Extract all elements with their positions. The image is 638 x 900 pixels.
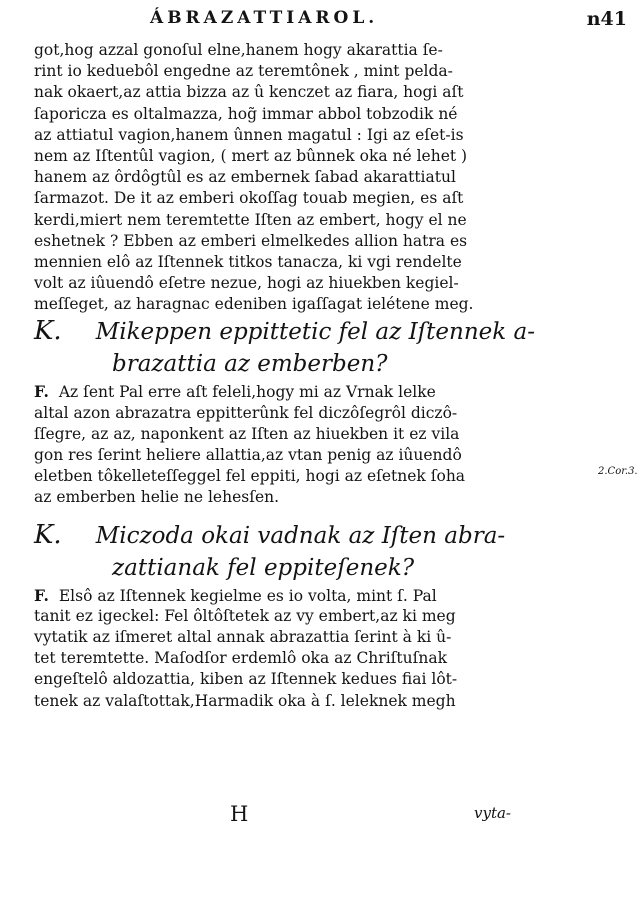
question-mark: K. <box>34 519 62 550</box>
text-line: hanem az ôrdôgtûl es az embernek ſabad akarattiatul <box>34 168 456 187</box>
question-heading <box>34 519 594 585</box>
text-line: nem az Iſtentûl vagion, ( mert az bûnnek oka né lehet ) <box>34 146 468 165</box>
page-header <box>0 6 633 36</box>
answer-text: Elsô az Iſtennek kegielme es io volta, mint ſ. Pal <box>58 586 437 605</box>
answer-mark: F. <box>34 382 49 402</box>
question-line: brazattia az emberben? <box>112 351 388 378</box>
text-block <box>34 40 594 712</box>
text-line: eletben tôkelleteſſeggel fel eppiti, hogi az eſetnek ſoha <box>34 467 466 486</box>
answer-paragraph <box>34 381 594 508</box>
text-line: mennien elô az Iſtennek titkos tanacza, ki vgi rendelte <box>34 252 462 271</box>
catchword: vyta- <box>474 804 511 822</box>
marginal-note: 2.Cor.3. <box>598 466 638 477</box>
text-line: kerdi,miert nem teremtette Iſten az embert, hogy el ne <box>34 210 467 229</box>
text-line: ſſegre, az az, naponkent az Iſten az hiuekben it ez vila <box>34 424 460 443</box>
question-heading <box>34 315 594 381</box>
text-line: tenek az valaſtottak,Harmadik oka à ſ. leleknek megh <box>34 691 456 710</box>
text-line: engeſtelô aldozattia, kiben az Iſtennek kedues fiai lôt- <box>34 670 458 689</box>
text-line: got,hog azzal gonoſul elne,hanem hogy akarattia ſe- <box>34 41 443 59</box>
text-line: az emberben helie ne lehesſen. <box>34 488 280 507</box>
text-line <box>34 585 594 606</box>
question-line <box>34 519 594 552</box>
paragraph <box>34 40 594 315</box>
text-line: nak okaert,az attia bizza az û kenczet az fiara, hogi aſt <box>34 83 464 102</box>
text-line: altal azon abrazatra eppitterûnk fel diczôſegrôl diczô- <box>34 403 458 422</box>
question-text: Miczoda okai vadnak az Iſten abra- <box>95 522 506 549</box>
text-line: ſaporicza es oltalmazza, hog̃ immar abbol tobzodik né <box>34 104 458 123</box>
text-line: eshetnek ? Ebben az emberi elmelkedes allion hatra es <box>34 231 468 250</box>
text-line: vytatik az iſmeret altal annak abrazattia ſerint à ki û- <box>34 627 452 646</box>
text-line: tanit ez igeckel: Fel ôltôſtetek az vy embert,az ki meg <box>34 606 456 625</box>
question-line <box>34 315 594 348</box>
text-line: ſarmazot. De it az emberi okoſſag touab megien, es aſt <box>34 189 464 208</box>
running-head: ÁBRAZATTIAROL. <box>150 8 379 28</box>
answer-text: Az ſent Pal erre aſt feleli,hogy mi az Vrnak lelke <box>58 383 436 402</box>
text-line: tet teremtette. Maſodſor erdemlô oka az Chriſtuſnak <box>34 649 447 668</box>
text-line: volt az iûuendô eſetre nezue, hogi az hiuekben kegiel- <box>34 274 459 293</box>
signature-mark: H <box>230 802 249 826</box>
page-footer <box>0 802 633 832</box>
text-line: az attiatul vagion,hanem ûnnen magatul : Igi az eſet-is <box>34 125 464 144</box>
question-text: Mikeppen eppittetic fel az Iſtennek a- <box>95 319 535 346</box>
answer-paragraph <box>34 585 594 712</box>
text-line <box>34 381 594 402</box>
text-line: meſſeget, az haragnac edeniben igaſſagat ielétene meg. <box>34 295 474 314</box>
answer-mark: F. <box>34 585 49 605</box>
question-line: zattianak fel eppiteſenek? <box>112 554 415 581</box>
folio-number: n41 <box>586 8 627 30</box>
text-line: rint io keduebôl engedne az teremtônek , mint pelda- <box>34 62 453 81</box>
question-mark: K. <box>34 316 62 347</box>
text-line: gon res ſerint heliere allattia,az vtan penig az iûuendô <box>34 446 462 464</box>
